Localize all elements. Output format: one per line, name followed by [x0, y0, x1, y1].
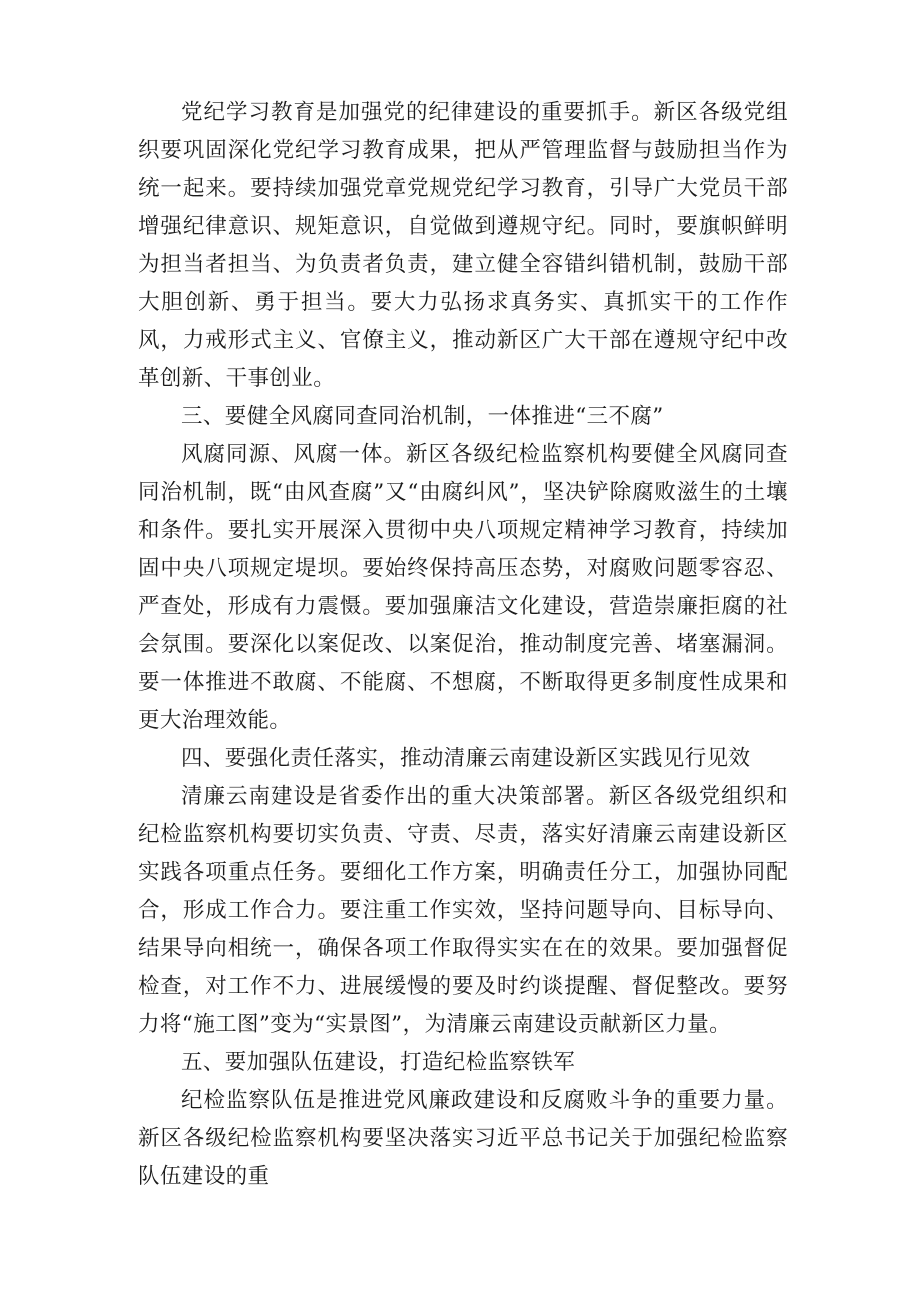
body-paragraph: 党纪学习教育是加强党的纪律建设的重要抓手。新区各级党组织要巩固深化党纪学习教育成果，把从严管理监督与鼓励担当作为统一起来。要持续加强党章党规党纪学习教育，引导广大党员干部增强纪律意识、规矩意识，自觉做到遵规守纪。同时，要旗帜鲜明为担当者担当、为负责者负责，建立健全容错纠错机制，鼓励干部大胆创新、勇于担当。要大力弘扬求真务实、真抓实干的工作作风，力戒形式主义、官僚主义，推动新区广大干部在遵规守纪中改革创新、干事创业。 — [138, 100, 788, 391]
body-paragraph: 清廉云南建设是省委作出的重大决策部署。新区各级党组织和纪检监察机构要切实负责、守责、尽责，落实好清廉云南建设新区实践各项重点任务。要细化工作方案，明确责任分工，加强协同配合，形成工作合力。要注重工作实效，坚持问题导向、目标导向、结果导向相统一，确保各项工作取得实实在在的效果。要加强督促检查，对工作不力、进展缓慢的要及时约谈提醒、督促整改。要努力将“施工图”变为“实景图”，为清廉云南建设贡献新区力量。 — [138, 784, 788, 1037]
body-paragraph: 风腐同源、风腐一体。新区各级纪检监察机构要健全风腐同查同治机制，既“由风查腐”又“由腐纠风”，坚决铲除腐败滋生的土壤和条件。要扎实开展深入贯彻中央八项规定精神学习教育，持续加固中央八项规定堤坝。要始终保持高压态势，对腐败问题零容忍、严查处，形成有力震慑。要加强廉洁文化建设，营造崇廉拒腐的社会氛围。要深化以案促改、以案促治，推动制度完善、堵塞漏洞。要一体推进不敢腐、不能腐、不想腐，不断取得更多制度性成果和更大治理效能。 — [138, 442, 788, 733]
section-heading: 四、要强化责任落实，推动清廉云南建设新区实践见行见效 — [181, 746, 751, 771]
document-body — [138, 94, 788, 1196]
body-paragraph: 纪检监察队伍是推进党风廉政建设和反腐败斗争的重要力量。新区各级纪检监察机构要坚决落实习近平总书记关于加强纪检监察队伍建设的重 — [138, 1088, 788, 1189]
section-heading: 五、要加强队伍建设，打造纪检监察铁军 — [181, 1050, 576, 1075]
section-heading: 三、要健全风腐同查同治机制，一体推进“三不腐” — [181, 404, 664, 429]
